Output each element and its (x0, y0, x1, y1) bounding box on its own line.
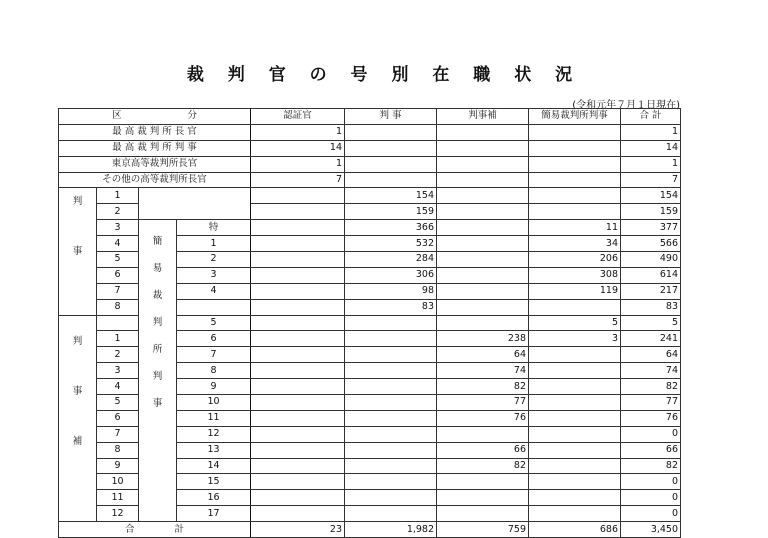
cell-kan-i: 119 (529, 283, 621, 299)
kan-i-group-char: 裁 (152, 290, 163, 302)
cell-hanji (345, 410, 437, 426)
cell-ninshokan (251, 204, 345, 220)
total-ninshokan: 23 (251, 522, 345, 538)
cell-hanjiho (437, 188, 529, 204)
header-row (59, 109, 681, 125)
cell-kan-i (529, 506, 621, 522)
cell-kan-i-grade: 2 (177, 252, 251, 268)
cell-kan-i (529, 347, 621, 363)
cell-hanjiho (437, 426, 529, 442)
cell-kan-i (529, 204, 621, 220)
cell-ninshokan (251, 363, 345, 379)
hanjiho-group-char: 事 (72, 385, 83, 397)
cell-total: 76 (621, 410, 681, 426)
kan-i-group-label (139, 220, 177, 522)
table-row (59, 140, 681, 156)
cell-hanjiho: 238 (437, 331, 529, 347)
cell-hanjiho (437, 474, 529, 490)
cell-hanji: 98 (345, 283, 437, 299)
cell-kan-i: 3 (529, 331, 621, 347)
cell-grade: 4 (97, 236, 139, 252)
cell-ninshokan (251, 410, 345, 426)
cell-ninshokan (251, 442, 345, 458)
cell-ninshokan (251, 331, 345, 347)
cell-kan-i (529, 188, 621, 204)
cell-kan-i (529, 426, 621, 442)
cell-grade: 2 (97, 347, 139, 363)
cell-kan-i-grade: 16 (177, 490, 251, 506)
cell-ninshokan (251, 283, 345, 299)
cell-hanji (345, 363, 437, 379)
cell-hanjiho (437, 220, 529, 236)
cell-hanjiho: 74 (437, 363, 529, 379)
cell-ninshokan (251, 347, 345, 363)
cell-hanji (345, 331, 437, 347)
cell-kan-i (529, 156, 621, 172)
cell-hanjiho (437, 283, 529, 299)
post-label: 最 高 裁 判 所 長 官 (59, 124, 251, 140)
cell-grade: 4 (97, 379, 139, 395)
cell-kan-i: 206 (529, 252, 621, 268)
cell-kan-i-grade: 10 (177, 395, 251, 411)
judges-table (58, 108, 681, 538)
cell-hanjiho: 77 (437, 395, 529, 411)
cell-kan-i (529, 124, 621, 140)
cell-total: 0 (621, 426, 681, 442)
cell-kan-i (529, 363, 621, 379)
cell-hanjiho: 76 (437, 410, 529, 426)
cell-total: 490 (621, 252, 681, 268)
cell-kan-i (529, 490, 621, 506)
cell-kan-i (529, 140, 621, 156)
cell-ninshokan (251, 426, 345, 442)
cell-kan-i: 308 (529, 267, 621, 283)
cell-kan-i (529, 299, 621, 315)
cell-ninshokan: 7 (251, 172, 345, 188)
cell-kan-i-grade: 1 (177, 236, 251, 252)
cell-grade: 1 (97, 331, 139, 347)
cell-kan-i-grade: 13 (177, 442, 251, 458)
cell-ninshokan: 14 (251, 140, 345, 156)
cell-grade: 2 (97, 204, 139, 220)
cell-hanji: 83 (345, 299, 437, 315)
kan-i-group-char: 簡 (152, 236, 163, 248)
cell-total: 7 (621, 172, 681, 188)
cell-ninshokan (251, 458, 345, 474)
cell-kan-i-grade: 15 (177, 474, 251, 490)
hanjiho-group-char: 補 (72, 435, 83, 447)
cell-total: 614 (621, 267, 681, 283)
cell-ninshokan (251, 188, 345, 204)
cell-kan-i-grade: 6 (177, 331, 251, 347)
cell-kan-i-grade: 8 (177, 363, 251, 379)
header-kan-i: 簡易裁判所判事 (529, 109, 621, 125)
cell-ninshokan (251, 220, 345, 236)
cell-kan-i (529, 395, 621, 411)
cell-ninshokan: 1 (251, 156, 345, 172)
cell-hanji: 154 (345, 188, 437, 204)
cell-total: 1 (621, 156, 681, 172)
cell-hanjiho (437, 252, 529, 268)
cell-ninshokan (251, 490, 345, 506)
table-row (59, 188, 681, 204)
cell-kan-i-grade: 11 (177, 410, 251, 426)
cell-grade (97, 315, 139, 331)
header-kubun-2: 分 (187, 110, 198, 122)
cell-hanjiho (437, 315, 529, 331)
cell-hanjiho (437, 140, 529, 156)
cell-total: 566 (621, 236, 681, 252)
cell-hanjiho: 82 (437, 458, 529, 474)
cell-kan-i (529, 458, 621, 474)
cell-kan-i-grade: 7 (177, 347, 251, 363)
cell-hanjiho: 64 (437, 347, 529, 363)
cell-hanjiho (437, 267, 529, 283)
cell-ninshokan: 1 (251, 124, 345, 140)
cell-hanji (345, 156, 437, 172)
cell-total: 5 (621, 315, 681, 331)
cell-ninshokan (251, 315, 345, 331)
cell-kan-i-grade (177, 299, 251, 315)
cell-hanji (345, 474, 437, 490)
cell-grade: 10 (97, 474, 139, 490)
header-ninshokan: 認証官 (251, 109, 345, 125)
kan-i-group-char: 判 (152, 317, 163, 329)
totals-label-2: 計 (174, 523, 185, 535)
cell-hanji (345, 124, 437, 140)
cell-kan-i-grade: 特 (177, 220, 251, 236)
cell-kan-i (529, 379, 621, 395)
cell-hanjiho (437, 236, 529, 252)
cell-hanji (345, 395, 437, 411)
cell-hanji (345, 490, 437, 506)
cell-hanji (345, 458, 437, 474)
cell-kan-i-grade: 17 (177, 506, 251, 522)
cell-hanjiho: 82 (437, 379, 529, 395)
cell-hanji (345, 347, 437, 363)
cell-ninshokan (251, 236, 345, 252)
cell-total: 377 (621, 220, 681, 236)
table-row (59, 124, 681, 140)
cell-ninshokan (251, 299, 345, 315)
cell-total: 0 (621, 474, 681, 490)
cell-kan-i (529, 410, 621, 426)
header-kubun (59, 109, 251, 125)
cell-kan-i (529, 442, 621, 458)
cell-grade: 1 (97, 188, 139, 204)
cell-kan-i (529, 172, 621, 188)
cell-hanjiho (437, 506, 529, 522)
header-hanjiho: 判事補 (437, 109, 529, 125)
cell-hanji (345, 379, 437, 395)
cell-kan-i: 34 (529, 236, 621, 252)
cell-hanji: 159 (345, 204, 437, 220)
cell-grade: 7 (97, 426, 139, 442)
hanjiho-group-char: 判 (72, 335, 83, 347)
cell-hanjiho: 66 (437, 442, 529, 458)
page-title: 裁 判 官 の 号 別 在 職 状 況 (186, 65, 582, 85)
cell-ninshokan (251, 267, 345, 283)
as-of-date: (令和元年７月１日現在) (572, 100, 680, 111)
post-label: 最 高 裁 判 所 判 事 (59, 140, 251, 156)
kan-i-group-char: 事 (152, 398, 163, 410)
cell-grade: 11 (97, 490, 139, 506)
cell-hanji (345, 442, 437, 458)
hanji-group-char: 判 (72, 196, 83, 208)
kan-i-group-char: 易 (152, 263, 163, 275)
cell-total: 241 (621, 331, 681, 347)
totals-row (59, 522, 681, 538)
cell-total: 159 (621, 204, 681, 220)
post-label: その他の高等裁判所長官 (59, 172, 251, 188)
cell-grade: 9 (97, 458, 139, 474)
total-hanji: 1,982 (345, 522, 437, 538)
cell-kan-i-grade: 12 (177, 426, 251, 442)
cell-grade: 5 (97, 252, 139, 268)
cell-total: 82 (621, 379, 681, 395)
cell-hanjiho (437, 172, 529, 188)
cell-ninshokan (251, 395, 345, 411)
cell-kan-i: 5 (529, 315, 621, 331)
cell-hanji: 284 (345, 252, 437, 268)
totals-label-1: 合 (124, 523, 135, 535)
cell-grade: 3 (97, 363, 139, 379)
cell-hanji: 532 (345, 236, 437, 252)
cell-grade: 6 (97, 410, 139, 426)
total-kan-i: 686 (529, 522, 621, 538)
cell-kan-i (529, 474, 621, 490)
post-label: 東京高等裁判所長官 (59, 156, 251, 172)
header-hanji: 判 事 (345, 109, 437, 125)
cell-ninshokan (251, 379, 345, 395)
cell-hanjiho (437, 299, 529, 315)
total-grand: 3,450 (621, 522, 681, 538)
header-kubun-1: 区 (111, 110, 122, 122)
table-row (59, 220, 681, 236)
cell-hanji: 306 (345, 267, 437, 283)
cell-grade: 3 (97, 220, 139, 236)
cell-hanjiho (437, 490, 529, 506)
cell-hanjiho (437, 124, 529, 140)
cell-kan-i-grade: 9 (177, 379, 251, 395)
cell-hanji (345, 315, 437, 331)
totals-label (59, 522, 251, 538)
cell-blank (139, 188, 251, 220)
table-row (59, 172, 681, 188)
cell-total: 66 (621, 442, 681, 458)
cell-total: 217 (621, 283, 681, 299)
cell-hanjiho (437, 204, 529, 220)
cell-total: 77 (621, 395, 681, 411)
header-total: 合 計 (621, 109, 681, 125)
cell-total: 0 (621, 506, 681, 522)
cell-kan-i-grade: 3 (177, 267, 251, 283)
hanji-group-char: 事 (72, 246, 83, 258)
cell-total: 14 (621, 140, 681, 156)
cell-grade: 12 (97, 506, 139, 522)
cell-kan-i-grade: 14 (177, 458, 251, 474)
cell-kan-i: 11 (529, 220, 621, 236)
cell-hanji (345, 140, 437, 156)
cell-total: 1 (621, 124, 681, 140)
cell-total: 83 (621, 299, 681, 315)
cell-grade: 8 (97, 442, 139, 458)
total-hanjiho: 759 (437, 522, 529, 538)
cell-total: 154 (621, 188, 681, 204)
cell-hanjiho (437, 156, 529, 172)
cell-grade: 5 (97, 395, 139, 411)
kan-i-group-char: 判 (152, 371, 163, 383)
cell-grade: 7 (97, 283, 139, 299)
table-row (59, 156, 681, 172)
cell-grade: 6 (97, 267, 139, 283)
cell-hanji (345, 172, 437, 188)
cell-total: 74 (621, 363, 681, 379)
cell-ninshokan (251, 506, 345, 522)
cell-ninshokan (251, 252, 345, 268)
cell-total: 64 (621, 347, 681, 363)
kan-i-group-char: 所 (152, 344, 163, 356)
cell-grade: 8 (97, 299, 139, 315)
hanjiho-group-label (59, 315, 97, 522)
cell-kan-i-grade: 5 (177, 315, 251, 331)
cell-kan-i-grade: 4 (177, 283, 251, 299)
hanji-group-label (59, 188, 97, 315)
cell-ninshokan (251, 474, 345, 490)
cell-total: 82 (621, 458, 681, 474)
cell-hanji (345, 426, 437, 442)
cell-hanji (345, 506, 437, 522)
cell-total: 0 (621, 490, 681, 506)
cell-hanji: 366 (345, 220, 437, 236)
